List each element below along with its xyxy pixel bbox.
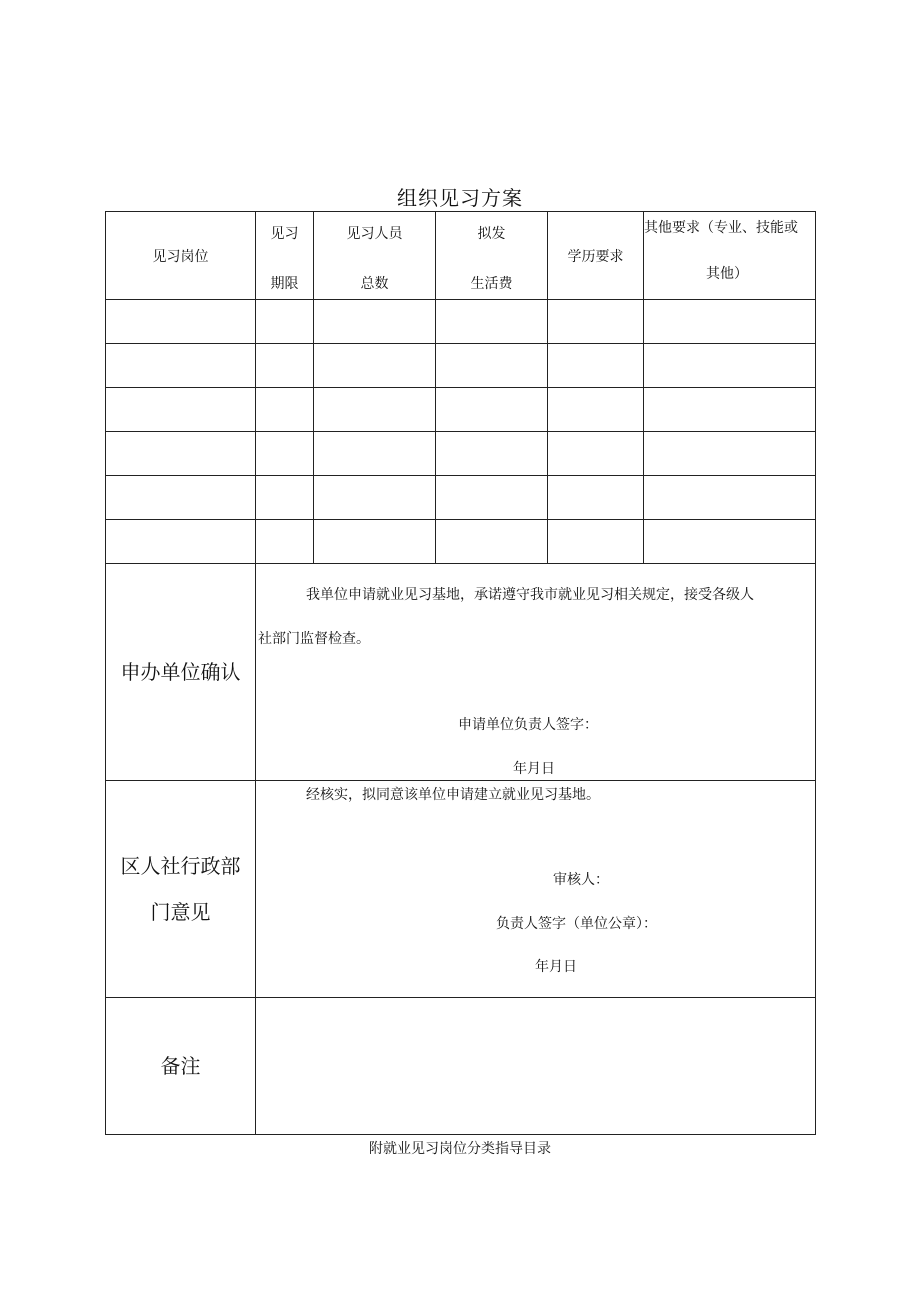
- table-row: [106, 432, 816, 476]
- table-cell: [314, 432, 436, 476]
- table-cell: [644, 344, 816, 388]
- table-row: [106, 388, 816, 432]
- table-cell: [644, 300, 816, 344]
- table-cell: [436, 520, 548, 564]
- confirm-label: 申办单位确认: [106, 564, 256, 781]
- table-cell: [644, 476, 816, 520]
- table-cell: [548, 344, 644, 388]
- review-signature-field: 负责人签字（单位公章）：: [496, 916, 657, 932]
- table-row: [106, 344, 816, 388]
- table-row: [106, 476, 816, 520]
- header-education: 学历要求: [548, 212, 644, 300]
- review-date: 年月日: [535, 959, 577, 975]
- confirm-text-line1: 我单位申请就业见习基地，承诺遵守我市就业见习相关规定，接受各级人: [306, 587, 754, 603]
- table-cell: [436, 432, 548, 476]
- reviewer-field: 审核人：: [553, 872, 609, 888]
- review-text: 经核实，拟同意该单位申请建立就业见习基地。: [306, 787, 600, 803]
- table-cell: [548, 520, 644, 564]
- table-cell: [314, 300, 436, 344]
- remarks-row: [106, 998, 816, 1135]
- table-cell: [256, 300, 314, 344]
- table-cell: [548, 432, 644, 476]
- header-other-requirements: 其他要求（专业、技能或 其他）: [644, 212, 816, 300]
- applicant-confirmation-row: [106, 564, 816, 781]
- table-cell: [314, 476, 436, 520]
- table-cell: [436, 344, 548, 388]
- district-review-row: [106, 781, 816, 998]
- table-cell: [644, 520, 816, 564]
- table-cell: [644, 388, 816, 432]
- table-cell: [106, 344, 256, 388]
- table-cell: [256, 432, 314, 476]
- table-row: [106, 300, 816, 344]
- header-allowance: 拟发 生活费: [436, 212, 548, 300]
- confirm-content: [256, 564, 816, 781]
- table-cell: [314, 388, 436, 432]
- page-title: 组织见习方案: [397, 186, 523, 210]
- table-cell: [314, 344, 436, 388]
- table-cell: [548, 300, 644, 344]
- table-cell: [548, 388, 644, 432]
- table-cell: [106, 432, 256, 476]
- remarks-content: [256, 998, 816, 1135]
- table-cell: [644, 432, 816, 476]
- confirm-date: 年月日: [513, 761, 555, 777]
- review-label: 区人社行政部 门意见: [106, 781, 256, 998]
- confirm-text-line2: 社部门监督检查。: [258, 631, 370, 647]
- table-cell: [256, 520, 314, 564]
- table-cell: [106, 520, 256, 564]
- table-cell: [314, 520, 436, 564]
- table-cell: [256, 388, 314, 432]
- table-cell: [436, 388, 548, 432]
- applicant-signature-field: 申请单位负责人签字：: [458, 717, 598, 733]
- internship-plan-table: [105, 211, 816, 1135]
- table-cell: [256, 344, 314, 388]
- table-cell: [256, 476, 314, 520]
- table-cell: [548, 476, 644, 520]
- remarks-label: 备注: [106, 998, 256, 1135]
- table-row: [106, 520, 816, 564]
- header-count: 见习人员 总数: [314, 212, 436, 300]
- footer-note: 附就业见习岗位分类指导目录: [369, 1141, 551, 1157]
- table-cell: [106, 300, 256, 344]
- header-position: 见习岗位: [106, 212, 256, 300]
- header-period: 见习 期限: [256, 212, 314, 300]
- table-header-row: [106, 212, 816, 300]
- review-content: [256, 781, 816, 998]
- table-cell: [106, 476, 256, 520]
- table-cell: [436, 300, 548, 344]
- table-cell: [106, 388, 256, 432]
- table-cell: [436, 476, 548, 520]
